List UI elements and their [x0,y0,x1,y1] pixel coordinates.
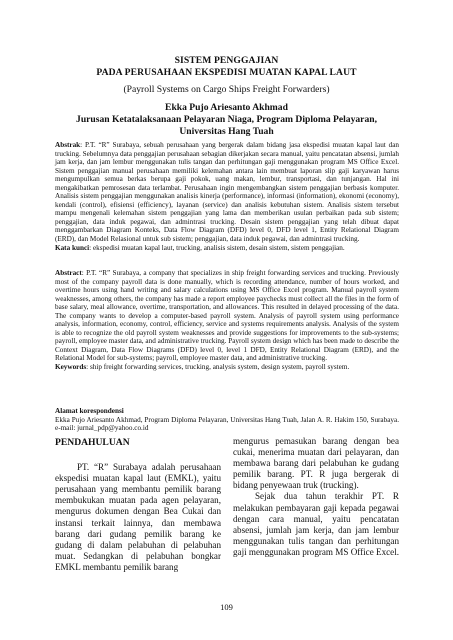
body-column-right [233,436,399,558]
abstract-label: Abstract [55,269,82,277]
keywords-text: : ship freight forwarding services, trucking, analysis system, design system, payroll system. [86,363,350,372]
kata-kunci-text: : ekspedisi muatan kapal laut, trucking, analisis sistem, desain sistem, sistem penggajian. [89,243,345,252]
intro-paragraph-continued: mengurus pemasukan barang dengan bea cukai, menerima muatan dari pelayaran, dan membawa barang dari pelabuhan ke gudang pemilik barang. PT. R juga bergerak di bidang penyewaan truk (trucking). [233,436,399,491]
paper-english-title: (Payroll Systems on Cargo Ships Freight Forwarders) [123,84,330,95]
section-heading: PENDAHULUAN [55,437,130,448]
paper-title-line1: SISTEM PENGGAJIAN [174,55,279,66]
paper-title-line2: PADA PERUSAHAAN EKSPEDISI MUATAN KAPAL LAUT [96,67,357,78]
page-number: 109 [220,602,233,612]
abstrak-label: Abstrak [55,141,81,149]
keywords-label: Keywords [55,363,87,372]
abstrak-text: : P.T. “R” Surabaya, sebuah perusahaan yang bergerak dalam bidang jasa ekspedisi muatan kapal laut dan trucking. Sebelumnya data penggajian perusahaan sebagian dikerjakan secara manual, yaitu pencatatan absensi, jumlah jam kerja, dan jam lembur menggunakan tulis tangan dan perhitungan gaji menggunakan program MS Office Excel. Sistem penggajian manual perusahaan memiliki kelemahan antara lain membuat laporan slip gaji karyawan harus mengumpulkan semua berkas berupa gaji pokok, uang makan, lembur, transportasi, dan tunjangan. Hal ini mengakibatkan pemrosesan data terlambat. Perusahaan ingin mengembangkan sistem penggajian berbasis komputer. Analisis sistem penggajian menggunakan analisis kinerja (performance), informasi (information), ekonomi (economy), kendali (control), efisiensi (efficiency), layanan (service) dan analisis kebutuhan sistem. Analisis sistem tersebut mampu mengenali kelemahan sistem penggajian yang lama dan memberikan usulan perbaikan pada sub sistem; penggajian, data induk pegawai, dan admintrasi trucking. Desain sistem penggajian yang telah dibuat dapat menggambarkan Diagram Konteks, Data Flow Diagram (DFD) level 0, DFD level 1, Entity Relational Diagram (ERD), dan Model Relasional untuk sub sistem; penggajian, data induk pegawai, dan admintrasi trucking. [55,141,399,244]
correspondence-text: Ekka Pujo Ariesanto Akhmad, Program Diploma Pelayaran, Universitas Hang Tuah, Jalan A. R. Hakim 150, Surabaya. e-mail: jurnal_pdp@yahoo.co.id [55,415,399,433]
correspondence-section [55,407,399,433]
body-column-left [55,437,221,573]
author-affiliation: Jurusan Ketatalaksanaan Pelayaran Niaga, Program Diploma Pelayaran, Universitas Hang Tuah [76,114,377,137]
abstract-text: : P.T. “R” Surabaya, a company that specializes in ship freight forwarding services and trucking. Previously most of the company payroll data is done manually, which is recording attendance, number of hours worked, and overtime hours using hand writing and salary calculations using MS Office Excel program. Manual payroll system weaknesses, among others, the company has made a report employee paychecks must collect all the files in the form of base salary, meal allowance, overtime, transportation, and allowances. This resulted in delayed processing of the data. The company wants to develop a computer-based payroll system. Analysis of payroll system using performance analysis, information, economy, control, efficiency, service and systems requirements analysis. Analysis of the system is able to recognize the old payroll system weaknesses and provide suggestions for improvements to the sub-systems; payroll, employee master data, and administrative trucking. Payroll system design which has been made to describe the Context Diagram, Data Flow Diagrams (DFD) level 0, level 1 DFD, Entity Relational Diagram (ERD), and the Relational Model for sub-systems; payroll, employee master data, and administrative trucking. [55,269,399,363]
second-paragraph: Sejak dua tahun terakhir PT. R melakukan pembayaran gaji kepada pegawai dengan cara manual, yaitu pencatatan absensi, jumlah jam kerja, dan jam lembur menggunakan tulis tangan dan perhitungan gaji menggunakan program MS Office Excel. [233,491,399,557]
correspondence-label: Alamat korespondensi [55,407,124,415]
kata-kunci-label: Kata kunci [55,243,90,252]
intro-paragraph: PT. “R” Surabaya adalah perusahaan ekspedisi muatan kapal laut (EMKL), yaitu perusahaan yang membantu pemilik barang membukukan muatan pada agen pelayaran, mengurus dokumen dengan Bea Cukai dan instansi terkait lainnya, dan membawa barang dari gudang pemilik barang ke gudang di dalam pelabuhan di pelabuhan muat. Sedangkan di pelabuhan bongkar EMKL membantu pemilik barang [55,462,221,572]
author-name: Ekka Pujo Ariesanto Akhmad [165,102,288,113]
abstract-section [55,269,399,372]
abstrak-section [55,141,399,252]
